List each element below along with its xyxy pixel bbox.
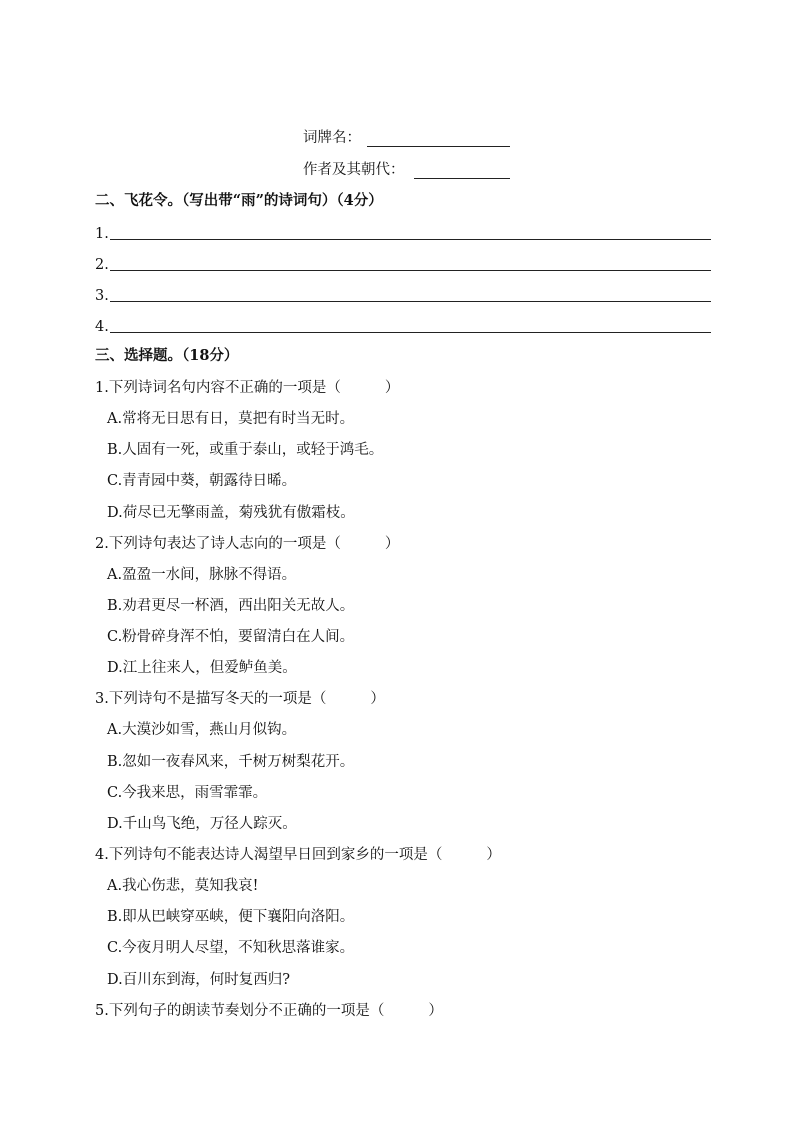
question-2: 2.下列诗句表达了诗人志向的一项是（ ）: [95, 536, 400, 552]
question-5: 5.下列句子的朗读节奏划分不正确的一项是（ ）: [95, 1003, 443, 1019]
question-4: 4.下列诗句不能表达诗人渴望早日回到家乡的一项是（ ）: [95, 847, 501, 863]
q4-option-a: A.我心伤悲，莫知我哀!: [107, 878, 259, 894]
question-stem: 2.下列诗句表达了诗人志向的一项是（: [95, 536, 341, 552]
q2-option-d: D.江上往来人，但爱鲈鱼美。: [107, 660, 297, 676]
q3-option-d: D.千山鸟飞绝，万径人踪灭。: [107, 816, 297, 832]
question-stem: 4.下列诗句不能表达诗人渴望早日回到家乡的一项是（: [95, 847, 443, 863]
q4-option-c: C.今夜月明人尽望，不知秋思落谁家。: [107, 940, 355, 956]
answer-blank-2[interactable]: [110, 270, 711, 271]
q1-option-b: B.人固有一死，或重于泰山，或轻于鸿毛。: [107, 442, 384, 458]
question-stem: 5.下列句子的朗读节奏划分不正确的一项是（: [95, 1003, 385, 1019]
section2-title: 二、飞花令。（写出带“雨”的诗词句）（4分）: [95, 192, 383, 209]
q3-option-c: C.今我来思，雨雪霏霏。: [107, 785, 268, 801]
q4-option-d: D.百川东到海，何时复西归?: [107, 972, 290, 988]
question-stem: 1.下列诗词名句内容不正确的一项是（: [95, 380, 341, 396]
question-1: 1.下列诗词名句内容不正确的一项是（ ）: [95, 380, 400, 396]
answer-blank-3[interactable]: [110, 301, 711, 302]
cipai-blank[interactable]: [367, 146, 510, 147]
q1-option-a: A.常将无日思有日，莫把有时当无时。: [107, 411, 355, 427]
q2-option-a: A.盈盈一水间，脉脉不得语。: [107, 567, 297, 583]
q1-option-c: C.青青园中葵，朝露待日晞。: [107, 473, 297, 489]
answer-blank-4[interactable]: [110, 332, 711, 333]
question-3: 3.下列诗句不是描写冬天的一项是（ ）: [95, 691, 385, 707]
answer-line-number: 2.: [95, 257, 109, 273]
answer-blank-1[interactable]: [110, 239, 711, 240]
q1-option-d: D.荷尽已无擎雨盖，菊残犹有傲霜枝。: [107, 505, 355, 521]
cipai-label: 词牌名：: [303, 130, 361, 146]
q3-option-b: B.忽如一夜春风来，千树万树梨花开。: [107, 754, 355, 770]
author-blank[interactable]: [414, 178, 510, 179]
question-stem: 3.下列诗句不是描写冬天的一项是（: [95, 691, 327, 707]
q2-option-b: B.劝君更尽一杯酒，西出阳关无故人。: [107, 598, 355, 614]
answer-line-number: 1.: [95, 226, 109, 242]
author-label: 作者及其朝代：: [303, 162, 405, 178]
q2-option-c: C.粉骨碎身浑不怕，要留清白在人间。: [107, 629, 355, 645]
section3-title: 三、选择题。（18分）: [95, 347, 239, 364]
q4-option-b: B.即从巴峡穿巫峡，便下襄阳向洛阳。: [107, 909, 355, 925]
answer-line-number: 4.: [95, 319, 109, 335]
answer-line-number: 3.: [95, 288, 109, 304]
q3-option-a: A.大漠沙如雪，燕山月似钩。: [107, 722, 297, 738]
